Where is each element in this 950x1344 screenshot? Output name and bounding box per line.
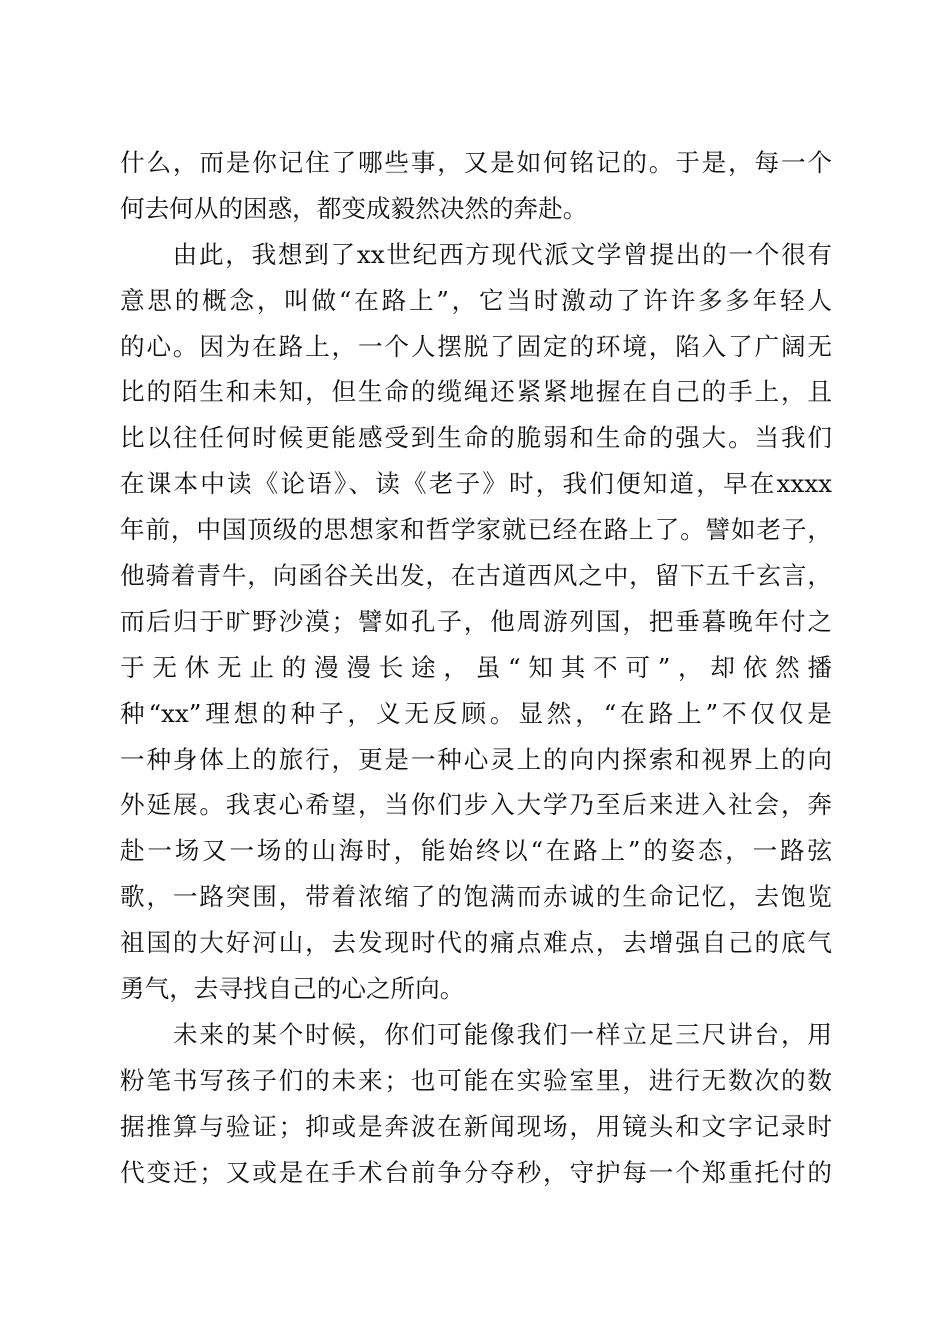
text-line: 比的陌生和未知，但生命的缆绳还紧紧地握在自己的手上，且: [120, 377, 832, 407]
text-line: 年前，中国顶级的思想家和哲学家就已经在路上了。譬如老子，: [120, 515, 832, 545]
text-line: 于无休无止的漫漫长途，虽“知其不可”，却依然播: [120, 652, 832, 682]
text-line: 在课本中读《论语》、读《老子》时，我们便知道，早在xxxx: [120, 469, 832, 499]
text-line: 种“xx”理想的种子，义无反顾。显然，“在路上”不仅仅是: [120, 698, 832, 728]
text-line: 据推算与验证；抑或是奔波在新闻现场，用镜头和文字记录时: [120, 1111, 832, 1141]
text-line: 什么，而是你记住了哪些事，又是如何铭记的。于是，每一个: [120, 148, 832, 177]
text-line: 的心。因为在路上，一个人摆脱了固定的环境，陷入了广阔无: [120, 331, 832, 361]
text-line: 祖国的大好河山，去发现时代的痛点难点，去增强自己的底气: [120, 928, 832, 958]
text-line: 意思的概念，叫做“在路上”，它当时激动了许许多多年轻人: [120, 285, 832, 315]
text-line: 他骑着青牛，向函谷关出发，在古道西风之中，留下五千玄言，: [120, 561, 832, 591]
text-line: 未来的某个时候，你们可能像我们一样立足三尺讲台，用: [120, 1019, 832, 1049]
text-line: 勇气，去寻找自己的心之所向。: [120, 974, 465, 1004]
text-line: 代变迁；又或是在手术台前争分夺秒，守护每一个郑重托付的: [120, 1157, 832, 1187]
text-line: 由此，我想到了xx世纪西方现代派文学曾提出的一个很有: [120, 239, 832, 269]
text-line: 赴一场又一场的山海时，能始终以“在路上”的姿态，一路弦: [120, 836, 832, 866]
text-line: 外延展。我衷心希望，当你们步入大学乃至后来进入社会，奔: [120, 790, 832, 820]
text-line: 何去何从的困惑，都变成毅然决然的奔赴。: [120, 193, 588, 223]
text-line: 歌，一路突围，带着浓缩了的饱满而赤诚的生命记忆，去饱览: [120, 882, 832, 912]
body-text: [120, 140, 832, 1195]
text-line: 一种身体上的旅行，更是一种心灵上的向内探索和视界上的向: [120, 744, 832, 774]
text-line: 粉笔书写孩子们的未来；也可能在实验室里，进行无数次的数: [120, 1065, 832, 1095]
text-line: 而后归于旷野沙漠；譬如孔子，他周游列国，把垂暮晚年付之: [120, 606, 832, 636]
text-line: 比以往任何时候更能感受到生命的脆弱和生命的强大。当我们: [120, 423, 832, 453]
